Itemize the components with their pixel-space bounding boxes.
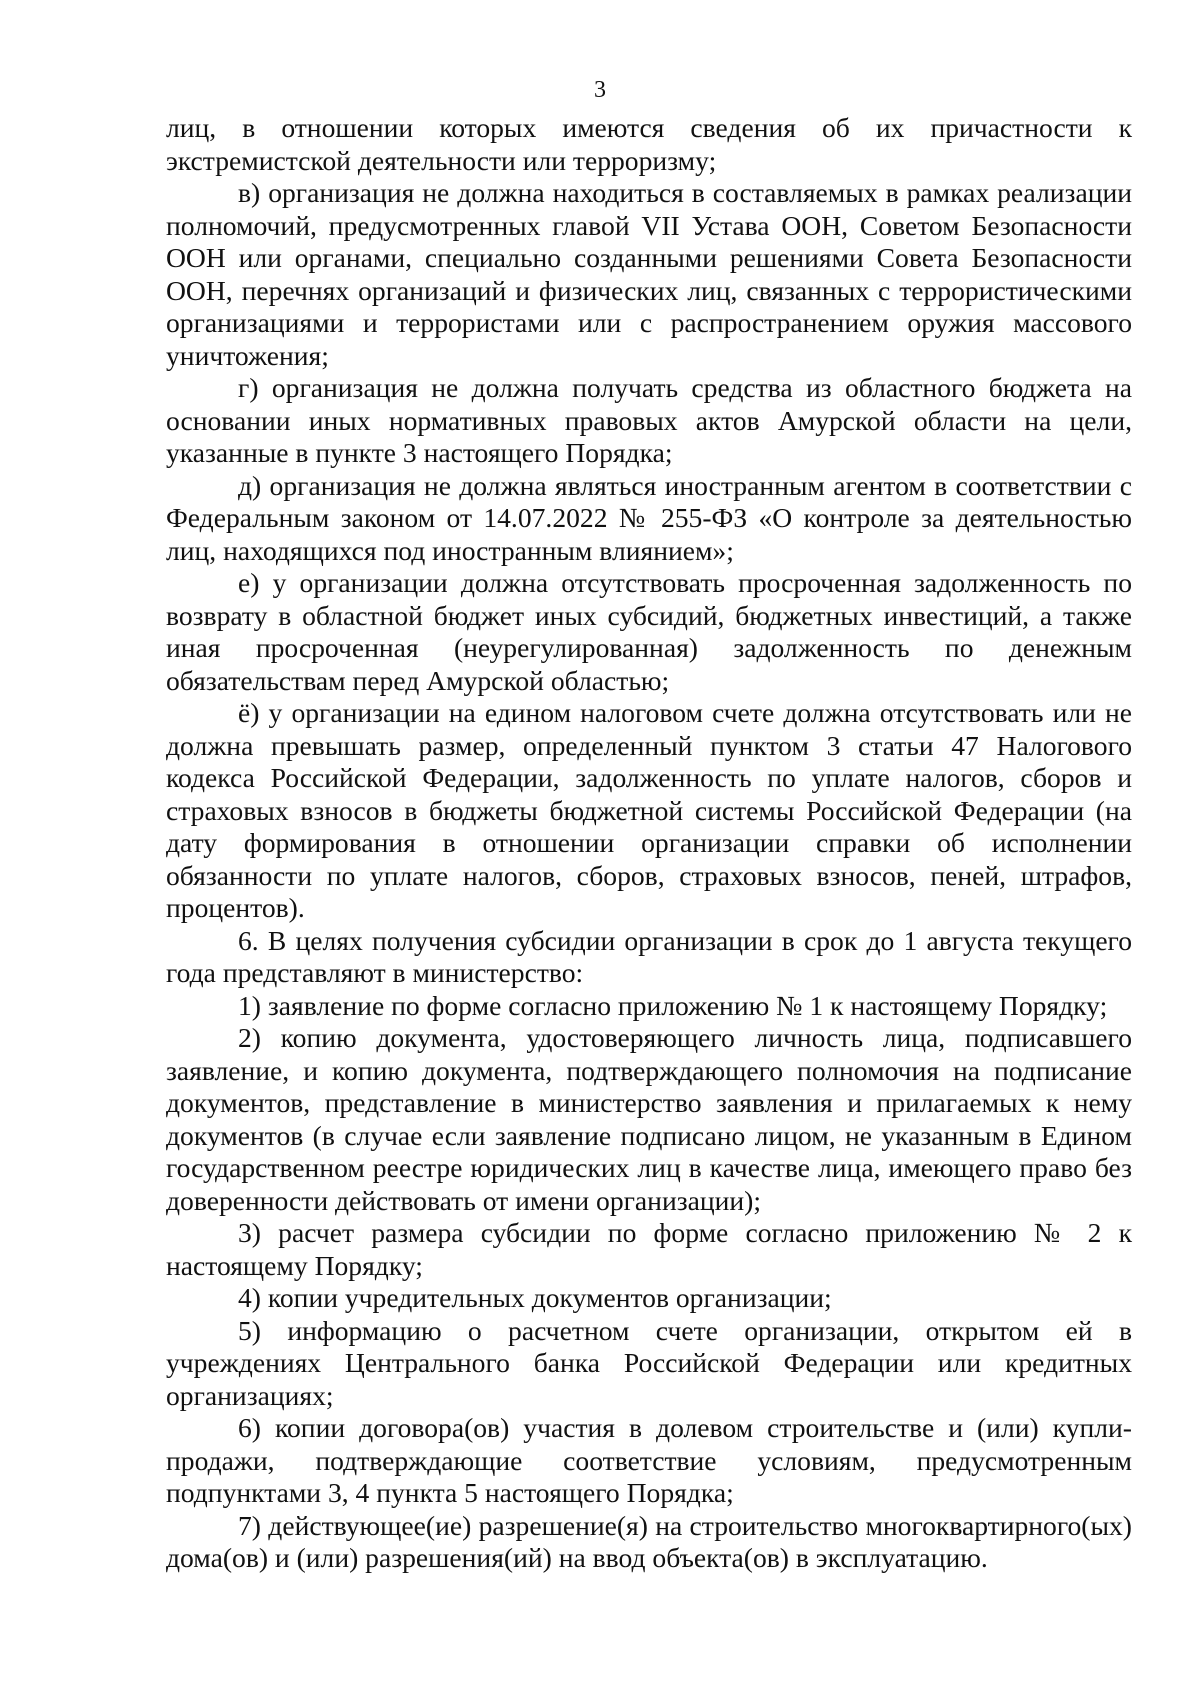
paragraph: 2) копию документа, удостоверяющего личность лица, подписавшего заявление, и копию документа, подтверждающего полномочия на подписание документов, представление в министерство заявления и прилагаемых к нему документов (в случае если заявление подписано лицом, не указанным в Едином государственном реестре юридических лиц в качестве лица, имеющего право без доверенности действовать от имени организации); [166, 1022, 1132, 1216]
paragraph: ё) у организации на едином налоговом счете должна отсутствовать или не должна превышать размер, определенный пунктом 3 статьи 47 Налогового кодекса Российской Федерации, задолженность по уплате налогов, сборов и страховых взносов в бюджеты бюджетной системы Российской Федерации (на дату формирования в отношении организации справки об исполнении обязанности по уплате налогов, сборов, страховых взносов, пеней, штрафов, процентов). [166, 697, 1132, 923]
paragraph: в) организация не должна находиться в составляемых в рамках реализации полномочий, предусмотренных главой VII Устава ООН, Советом Безопасности ООН или органами, специально созданными решениями Совета Безопасности ООН, перечнях организаций и физических лиц, связанных с террористическими организациями и террористами или с распространением оружия массового уничтожения; [166, 177, 1132, 371]
paragraph: 5) информацию о расчетном счете организации, открытом ей в учреждениях Центрального банка Российской Федерации или кредитных организациях; [166, 1314, 1132, 1411]
paragraph: 6. В целях получения субсидии организации в срок до 1 августа текущего года представляют в министерство: [166, 924, 1132, 988]
paragraph: 1) заявление по форме согласно приложению № 1 к настоящему Порядку; [238, 989, 1108, 1021]
paragraph: 4) копии учредительных документов организации; [238, 1282, 832, 1313]
paragraph: е) у организации должна отсутствовать просроченная задолженность по возврату в областной бюджет иных субсидий, бюджетных инвестиций, а также иная просроченная (неурегулированная) задолженность по денежным обязательствам перед Амурской областью; [166, 567, 1132, 696]
paragraph: 3) расчет размера субсидии по форме согласно приложению № 2 к настоящему Порядку; [166, 1217, 1132, 1281]
paragraph: 7) действующее(ие) разрешение(я) на строительство многоквартирного(ых) дома(ов) и (или) разрешения(ий) на ввод объекта(ов) в эксплуатацию. [166, 1509, 1132, 1573]
paragraph: 6) копии договора(ов) участия в долевом строительстве и (или) купли-продажи, подтверждающие соответствие условиям, предусмотренным подпунктами 3, 4 пункта 5 настоящего Порядка; [166, 1412, 1132, 1508]
paragraph: г) организация не должна получать средства из областного бюджета на основании иных нормативных правовых актов Амурской области на цели, указанные в пункте 3 настоящего Порядка; [166, 372, 1132, 468]
page-number: 3 [594, 77, 606, 103]
document-body [166, 112, 1132, 1575]
paragraph: д) организация не должна являться иностранным агентом в соответствии с Федеральным законом от 14.07.2022 № 255-ФЗ «О контроле за деятельностью лиц, находящихся под иностранным влиянием»; [166, 469, 1132, 566]
paragraph: лиц, в отношении которых имеются сведения об их причастности к экстремистской деятельности или терроризму; [166, 112, 1132, 176]
